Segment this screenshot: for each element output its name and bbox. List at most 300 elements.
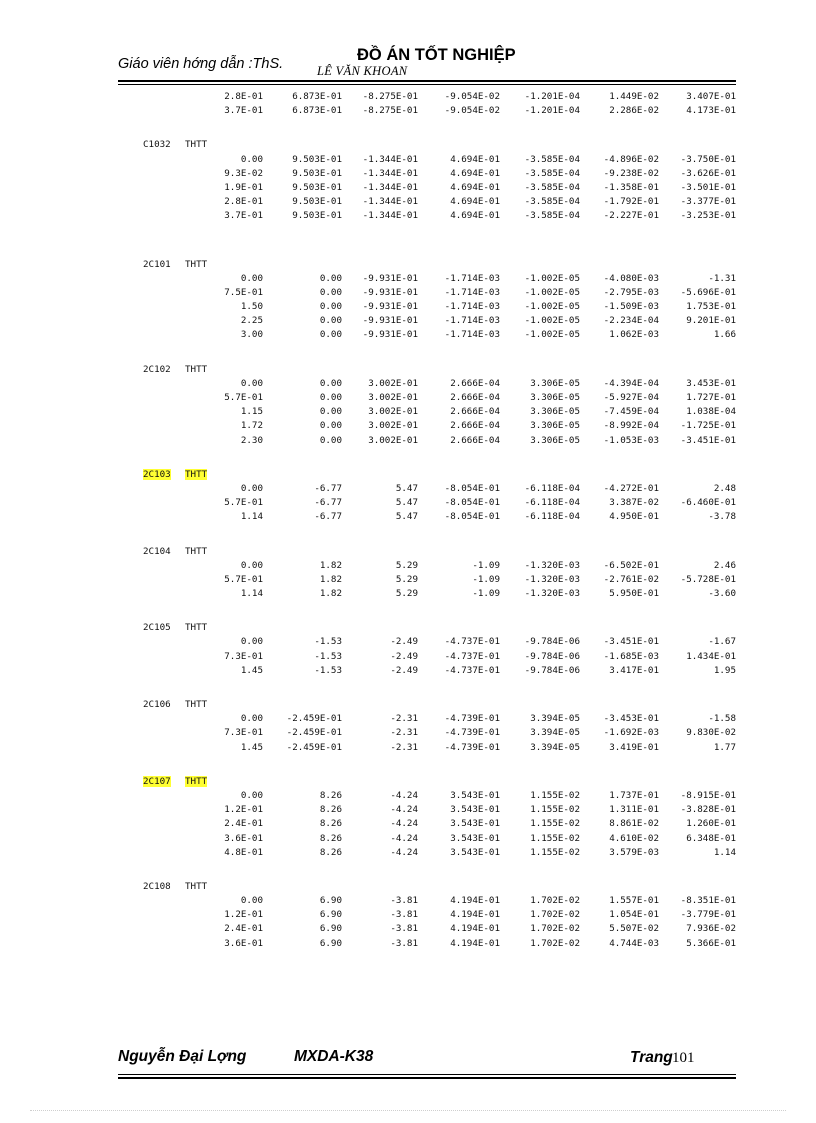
table-cell: -1.714E-03 bbox=[444, 329, 500, 341]
table-row bbox=[0, 727, 816, 741]
table-cell: -1.002E-05 bbox=[524, 272, 580, 284]
result-section bbox=[0, 622, 816, 679]
table-cell: 2.666E-04 bbox=[450, 420, 500, 432]
table-row bbox=[0, 435, 816, 449]
table-cell: 3.00 bbox=[240, 329, 263, 341]
table-cell: -2.49 bbox=[390, 664, 418, 676]
table-cell: 6.873E-01 bbox=[292, 105, 342, 117]
table-cell: -6.460E-01 bbox=[680, 497, 736, 509]
table-cell: -1.685E-03 bbox=[603, 650, 659, 662]
table-cell: -4.737E-01 bbox=[444, 650, 500, 662]
table-cell: 4.950E-01 bbox=[609, 511, 659, 523]
table-cell: -9.784E-06 bbox=[524, 636, 580, 648]
table-cell: 2.46 bbox=[713, 559, 736, 571]
table-cell: 3.387E-02 bbox=[609, 497, 659, 509]
table-cell: 0.00 bbox=[240, 153, 263, 165]
section-header bbox=[0, 622, 816, 636]
table-cell: -1.67 bbox=[708, 636, 736, 648]
table-cell: 0.00 bbox=[240, 559, 263, 571]
table-cell: -4.24 bbox=[390, 804, 418, 816]
table-cell: -1.725E-01 bbox=[680, 420, 736, 432]
table-row bbox=[0, 329, 816, 343]
table-cell: 1.2E-01 bbox=[224, 804, 263, 816]
table-row bbox=[0, 588, 816, 602]
table-cell: 2.666E-04 bbox=[450, 392, 500, 403]
table-cell: 1.95 bbox=[713, 664, 736, 676]
table-row bbox=[0, 636, 816, 650]
table-cell: 9.503E-01 bbox=[292, 153, 342, 165]
table-cell: -9.931E-01 bbox=[362, 301, 418, 313]
table-cell: 0.00 bbox=[319, 329, 342, 341]
table-cell: -1.714E-03 bbox=[444, 272, 500, 284]
table-cell: -5.728E-01 bbox=[680, 573, 736, 585]
table-row bbox=[0, 182, 816, 196]
element-id: 2C105 bbox=[143, 622, 171, 634]
table-cell: -7.459E-04 bbox=[603, 406, 659, 418]
instructor-name: LÊ VĂN KHOAN bbox=[317, 64, 408, 78]
table-row bbox=[0, 392, 816, 406]
table-cell: -1.58 bbox=[708, 713, 736, 725]
table-cell: 3.543E-01 bbox=[450, 818, 500, 830]
table-row bbox=[0, 909, 816, 923]
table-row bbox=[0, 91, 816, 105]
table-cell: 3.394E-05 bbox=[530, 727, 580, 739]
table-cell: -3.585E-04 bbox=[524, 196, 580, 208]
table-cell: 8.26 bbox=[319, 832, 342, 844]
table-cell: 1.82 bbox=[319, 588, 342, 600]
table-cell: -3.585E-04 bbox=[524, 167, 580, 179]
table-row bbox=[0, 301, 816, 315]
table-cell: -6.77 bbox=[314, 482, 342, 494]
table-cell: -8.275E-01 bbox=[362, 91, 418, 102]
table-row bbox=[0, 196, 816, 210]
table-cell: -4.24 bbox=[390, 789, 418, 801]
table-cell: 0.00 bbox=[319, 434, 342, 446]
table-cell: -1.53 bbox=[314, 664, 342, 676]
table-cell: -1.509E-03 bbox=[603, 301, 659, 313]
table-cell: 1.9E-01 bbox=[224, 181, 263, 193]
table-cell: -2.31 bbox=[390, 741, 418, 753]
table-cell: 7.5E-01 bbox=[224, 286, 263, 298]
table-cell: 1.557E-01 bbox=[609, 895, 659, 907]
table-cell: 6.90 bbox=[319, 937, 342, 949]
table-cell: 1.702E-02 bbox=[530, 909, 580, 921]
table-row bbox=[0, 833, 816, 847]
table-row bbox=[0, 168, 816, 182]
table-cell: 2.4E-01 bbox=[224, 818, 263, 830]
table-cell: -6.118E-04 bbox=[524, 511, 580, 523]
table-cell: -1.714E-03 bbox=[444, 315, 500, 327]
table-cell: 5.507E-02 bbox=[609, 923, 659, 935]
table-cell: 1.311E-01 bbox=[609, 804, 659, 816]
table-cell: 1.702E-02 bbox=[530, 895, 580, 907]
table-cell: 4.194E-01 bbox=[450, 923, 500, 935]
table-cell: -1.692E-03 bbox=[603, 727, 659, 739]
table-cell: 9.201E-01 bbox=[686, 315, 736, 327]
table-row bbox=[0, 406, 816, 420]
table-cell: 3.7E-01 bbox=[224, 105, 263, 117]
table-cell: -1.53 bbox=[314, 636, 342, 648]
result-section bbox=[0, 469, 816, 526]
table-cell: 5.47 bbox=[395, 511, 418, 523]
table-cell: 0.00 bbox=[319, 315, 342, 327]
table-cell: -1.344E-01 bbox=[362, 167, 418, 179]
table-row bbox=[0, 651, 816, 665]
table-cell: -3.78 bbox=[708, 511, 736, 523]
result-section bbox=[0, 259, 816, 344]
table-cell: 9.503E-01 bbox=[292, 167, 342, 179]
table-cell: -8.054E-01 bbox=[444, 497, 500, 509]
table-cell: 0.00 bbox=[240, 713, 263, 725]
table-cell: 9.830E-02 bbox=[686, 727, 736, 739]
table-cell: 3.306E-05 bbox=[530, 406, 580, 418]
instructor-label: Giáo viên hớng dẫn :ThS. bbox=[118, 56, 284, 72]
table-cell: 8.26 bbox=[319, 804, 342, 816]
table-cell: 9.503E-01 bbox=[292, 196, 342, 208]
table-cell: 0.00 bbox=[240, 895, 263, 907]
table-cell: 9.503E-01 bbox=[292, 210, 342, 222]
table-cell: 7.936E-02 bbox=[686, 923, 736, 935]
table-cell: -1.002E-05 bbox=[524, 329, 580, 341]
table-cell: -1.31 bbox=[708, 272, 736, 284]
table-cell: 3.543E-01 bbox=[450, 832, 500, 844]
element-id: 2C106 bbox=[143, 699, 171, 710]
table-cell: -3.451E-01 bbox=[603, 636, 659, 648]
table-cell: -1.002E-05 bbox=[524, 286, 580, 298]
table-cell: -9.054E-02 bbox=[444, 91, 500, 102]
table-cell: 1.702E-02 bbox=[530, 937, 580, 949]
table-cell: 2.4E-01 bbox=[224, 923, 263, 935]
table-cell: 1.702E-02 bbox=[530, 923, 580, 935]
table-row bbox=[0, 315, 816, 329]
table-cell: -2.31 bbox=[390, 713, 418, 725]
table-cell: -1.714E-03 bbox=[444, 286, 500, 298]
table-cell: 2.25 bbox=[240, 315, 263, 327]
table-cell: 0.00 bbox=[319, 286, 342, 298]
table-cell: -9.784E-06 bbox=[524, 650, 580, 662]
table-cell: 1.14 bbox=[713, 846, 736, 858]
table-cell: 5.29 bbox=[395, 588, 418, 600]
table-cell: -1.09 bbox=[472, 559, 500, 571]
table-cell: 0.00 bbox=[319, 420, 342, 432]
element-id: 2C107 bbox=[143, 775, 171, 787]
table-cell: -5.927E-04 bbox=[603, 392, 659, 403]
combination-type: THTT bbox=[185, 468, 208, 480]
table-cell: -1.358E-01 bbox=[603, 181, 659, 193]
table-cell: 5.47 bbox=[395, 497, 418, 509]
table-cell: 0.00 bbox=[319, 392, 342, 403]
table-cell: 3.306E-05 bbox=[530, 377, 580, 389]
combination-type: THTT bbox=[185, 363, 208, 375]
table-cell: -2.795E-03 bbox=[603, 286, 659, 298]
table-cell: -3.828E-01 bbox=[680, 804, 736, 816]
table-cell: 2.666E-04 bbox=[450, 434, 500, 446]
table-cell: 3.002E-01 bbox=[368, 420, 418, 432]
table-cell: 8.26 bbox=[319, 846, 342, 858]
element-id: 2C102 bbox=[143, 363, 171, 375]
table-cell: 1.2E-01 bbox=[224, 909, 263, 921]
table-row bbox=[0, 210, 816, 224]
result-section bbox=[0, 881, 816, 952]
table-cell: 3.453E-01 bbox=[686, 377, 736, 389]
table-cell: -4.737E-01 bbox=[444, 664, 500, 676]
table-cell: -6.118E-04 bbox=[524, 497, 580, 509]
table-cell: -3.585E-04 bbox=[524, 153, 580, 165]
table-cell: 6.90 bbox=[319, 895, 342, 907]
table-cell: -1.09 bbox=[472, 573, 500, 585]
table-cell: -2.234E-04 bbox=[603, 315, 659, 327]
table-cell: 0.00 bbox=[319, 272, 342, 284]
footer-class-code: MXDA-K38 bbox=[294, 1048, 374, 1065]
combination-type: THTT bbox=[185, 545, 208, 557]
table-row bbox=[0, 560, 816, 574]
table-cell: 3.407E-01 bbox=[686, 91, 736, 102]
table-cell: -2.49 bbox=[390, 650, 418, 662]
table-cell: 3.579E-03 bbox=[609, 846, 659, 858]
table-cell: -5.696E-01 bbox=[680, 286, 736, 298]
table-cell: 5.7E-01 bbox=[224, 392, 263, 403]
table-cell: -1.53 bbox=[314, 650, 342, 662]
result-section bbox=[0, 364, 816, 449]
table-cell: 1.45 bbox=[240, 741, 263, 753]
table-cell: -4.272E-01 bbox=[603, 482, 659, 494]
table-cell: 2.666E-04 bbox=[450, 377, 500, 389]
table-cell: -3.451E-01 bbox=[680, 434, 736, 446]
table-cell: 4.744E-03 bbox=[609, 937, 659, 949]
table-row bbox=[0, 574, 816, 588]
footer-rule-thick bbox=[118, 1077, 736, 1079]
table-cell: 9.503E-01 bbox=[292, 181, 342, 193]
table-cell: -6.77 bbox=[314, 511, 342, 523]
table-cell: -4.394E-04 bbox=[603, 377, 659, 389]
document-title: ĐỒ ÁN TỐT NGHIỆP bbox=[357, 46, 516, 64]
result-section bbox=[0, 699, 816, 756]
table-cell: -9.784E-06 bbox=[524, 664, 580, 676]
table-cell: 1.062E-03 bbox=[609, 329, 659, 341]
table-cell: 1.155E-02 bbox=[530, 846, 580, 858]
table-cell: 0.00 bbox=[240, 789, 263, 801]
table-cell: 1.753E-01 bbox=[686, 301, 736, 313]
table-cell: -4.896E-02 bbox=[603, 153, 659, 165]
table-row bbox=[0, 511, 816, 525]
table-cell: 3.306E-05 bbox=[530, 434, 580, 446]
table-cell: 3.002E-01 bbox=[368, 392, 418, 403]
table-cell: -3.81 bbox=[390, 937, 418, 949]
table-row bbox=[0, 923, 816, 937]
table-cell: -3.453E-01 bbox=[603, 713, 659, 725]
table-cell: -2.31 bbox=[390, 727, 418, 739]
result-section bbox=[0, 776, 816, 861]
table-cell: -1.053E-03 bbox=[603, 434, 659, 446]
table-cell: -9.931E-01 bbox=[362, 286, 418, 298]
table-cell: -1.002E-05 bbox=[524, 315, 580, 327]
combination-type: THTT bbox=[185, 258, 208, 270]
table-cell: -1.201E-04 bbox=[524, 105, 580, 117]
table-cell: -8.915E-01 bbox=[680, 789, 736, 801]
table-cell: 3.417E-01 bbox=[609, 664, 659, 676]
table-cell: 1.155E-02 bbox=[530, 804, 580, 816]
table-cell: 1.038E-04 bbox=[686, 406, 736, 418]
table-cell: -3.585E-04 bbox=[524, 181, 580, 193]
table-cell: 4.8E-01 bbox=[224, 846, 263, 858]
table-cell: 8.26 bbox=[319, 789, 342, 801]
table-cell: 0.00 bbox=[240, 636, 263, 648]
table-cell: 1.45 bbox=[240, 664, 263, 676]
table-cell: 8.26 bbox=[319, 818, 342, 830]
result-section bbox=[0, 91, 816, 119]
table-cell: 5.47 bbox=[395, 482, 418, 494]
table-cell: 5.950E-01 bbox=[609, 588, 659, 600]
table-cell: -9.054E-02 bbox=[444, 105, 500, 117]
combination-type: THTT bbox=[185, 775, 208, 787]
table-cell: 1.66 bbox=[713, 329, 736, 341]
table-cell: -1.002E-05 bbox=[524, 301, 580, 313]
table-cell: -4.739E-01 bbox=[444, 713, 500, 725]
table-row bbox=[0, 154, 816, 168]
table-cell: 3.002E-01 bbox=[368, 406, 418, 418]
table-cell: 1.82 bbox=[319, 573, 342, 585]
footer-page-label: Trang bbox=[630, 1049, 673, 1066]
footer-rule-thin bbox=[118, 1074, 736, 1075]
table-cell: 4.694E-01 bbox=[450, 167, 500, 179]
element-id: 2C103 bbox=[143, 468, 171, 480]
table-cell: -6.118E-04 bbox=[524, 482, 580, 494]
table-cell: -3.377E-01 bbox=[680, 196, 736, 208]
table-cell: -2.227E-01 bbox=[603, 210, 659, 222]
table-cell: 3.394E-05 bbox=[530, 741, 580, 753]
table-cell: 0.00 bbox=[240, 272, 263, 284]
table-cell: 1.155E-02 bbox=[530, 832, 580, 844]
section-header bbox=[0, 881, 816, 895]
table-cell: 6.873E-01 bbox=[292, 91, 342, 102]
table-cell: -8.054E-01 bbox=[444, 511, 500, 523]
table-row bbox=[0, 420, 816, 434]
table-cell: 3.306E-05 bbox=[530, 420, 580, 432]
results-table bbox=[0, 91, 816, 952]
combination-type: THTT bbox=[185, 699, 208, 710]
table-cell: -1.792E-01 bbox=[603, 196, 659, 208]
table-row bbox=[0, 483, 816, 497]
table-cell: 4.694E-01 bbox=[450, 210, 500, 222]
table-cell: 4.610E-02 bbox=[609, 832, 659, 844]
table-cell: 1.054E-01 bbox=[609, 909, 659, 921]
table-cell: 6.90 bbox=[319, 909, 342, 921]
table-cell: -4.737E-01 bbox=[444, 636, 500, 648]
table-cell: -6.502E-01 bbox=[603, 559, 659, 571]
section-header bbox=[0, 259, 816, 273]
table-cell: 2.8E-01 bbox=[224, 196, 263, 208]
table-cell: -4.739E-01 bbox=[444, 727, 500, 739]
table-row bbox=[0, 818, 816, 832]
table-cell: 1.155E-02 bbox=[530, 789, 580, 801]
table-cell: 1.737E-01 bbox=[609, 789, 659, 801]
table-cell: 5.29 bbox=[395, 573, 418, 585]
table-cell: -8.351E-01 bbox=[680, 895, 736, 907]
table-cell: 3.002E-01 bbox=[368, 377, 418, 389]
table-cell: 3.543E-01 bbox=[450, 789, 500, 801]
combination-type: THTT bbox=[185, 139, 208, 151]
table-cell: 0.00 bbox=[240, 482, 263, 494]
table-cell: -4.080E-03 bbox=[603, 272, 659, 284]
element-id: 2C104 bbox=[143, 545, 171, 557]
table-row bbox=[0, 378, 816, 392]
footer-page-number: 101 bbox=[672, 1050, 695, 1066]
table-cell: 9.3E-02 bbox=[224, 167, 263, 179]
table-cell: 3.6E-01 bbox=[224, 937, 263, 949]
result-section bbox=[0, 139, 816, 224]
table-cell: 1.449E-02 bbox=[609, 91, 659, 102]
element-id: 2C108 bbox=[143, 880, 171, 892]
table-cell: -8.054E-01 bbox=[444, 482, 500, 494]
table-cell: -4.24 bbox=[390, 818, 418, 830]
footer-author: Nguyễn Đại Lợng bbox=[118, 1048, 247, 1065]
table-cell: -3.253E-01 bbox=[680, 210, 736, 222]
table-cell: 4.694E-01 bbox=[450, 196, 500, 208]
table-cell: -2.459E-01 bbox=[286, 741, 342, 753]
table-cell: -8.275E-01 bbox=[362, 105, 418, 117]
table-cell: 1.260E-01 bbox=[686, 818, 736, 830]
table-row bbox=[0, 895, 816, 909]
table-cell: 3.394E-05 bbox=[530, 713, 580, 725]
table-cell: -1.344E-01 bbox=[362, 210, 418, 222]
table-cell: 1.15 bbox=[240, 406, 263, 418]
table-row bbox=[0, 938, 816, 952]
table-cell: 6.348E-01 bbox=[686, 832, 736, 844]
table-cell: -2.761E-02 bbox=[603, 573, 659, 585]
table-row bbox=[0, 847, 816, 861]
table-cell: -1.320E-03 bbox=[524, 573, 580, 585]
table-cell: 1.434E-01 bbox=[686, 650, 736, 662]
table-cell: 7.3E-01 bbox=[224, 727, 263, 739]
table-cell: 1.77 bbox=[713, 741, 736, 753]
table-cell: 1.14 bbox=[240, 511, 263, 523]
table-row bbox=[0, 742, 816, 756]
table-cell: -3.81 bbox=[390, 909, 418, 921]
table-cell: -4.24 bbox=[390, 846, 418, 858]
table-row bbox=[0, 804, 816, 818]
table-cell: 4.173E-01 bbox=[686, 105, 736, 117]
table-cell: 2.30 bbox=[240, 434, 263, 446]
table-cell: 5.7E-01 bbox=[224, 573, 263, 585]
table-cell: 6.90 bbox=[319, 923, 342, 935]
table-cell: 4.194E-01 bbox=[450, 895, 500, 907]
table-row bbox=[0, 713, 816, 727]
table-row bbox=[0, 790, 816, 804]
table-cell: -8.992E-04 bbox=[603, 420, 659, 432]
section-header bbox=[0, 776, 816, 790]
table-cell: -2.459E-01 bbox=[286, 727, 342, 739]
table-cell: 3.6E-01 bbox=[224, 832, 263, 844]
table-cell: 4.194E-01 bbox=[450, 909, 500, 921]
table-cell: 0.00 bbox=[319, 301, 342, 313]
element-id: C1032 bbox=[143, 139, 171, 151]
table-cell: 2.48 bbox=[713, 482, 736, 494]
table-cell: -2.49 bbox=[390, 636, 418, 648]
table-cell: -9.931E-01 bbox=[362, 329, 418, 341]
table-cell: 8.861E-02 bbox=[609, 818, 659, 830]
table-cell: 3.306E-05 bbox=[530, 392, 580, 403]
table-cell: -3.585E-04 bbox=[524, 210, 580, 222]
table-cell: -3.501E-01 bbox=[680, 181, 736, 193]
table-cell: -4.739E-01 bbox=[444, 741, 500, 753]
table-cell: 7.3E-01 bbox=[224, 650, 263, 662]
table-cell: 1.50 bbox=[240, 301, 263, 313]
table-cell: -3.779E-01 bbox=[680, 909, 736, 921]
combination-type: THTT bbox=[185, 880, 208, 892]
table-cell: 1.72 bbox=[240, 420, 263, 432]
table-cell: 4.694E-01 bbox=[450, 153, 500, 165]
table-cell: 1.727E-01 bbox=[686, 392, 736, 403]
